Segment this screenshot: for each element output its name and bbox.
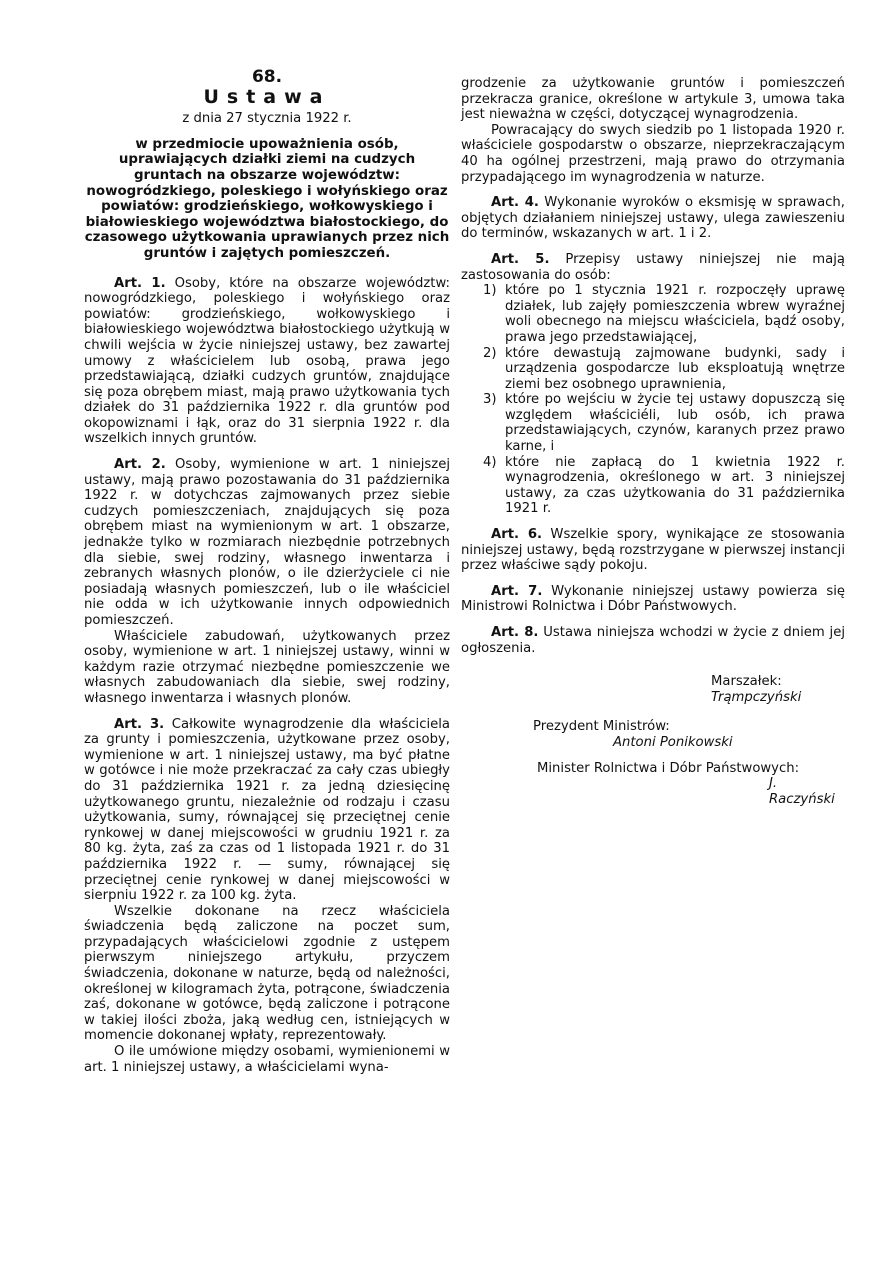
list-item-text: które po 1 stycznia 1921 r. rozpoczęły uprawę działek, lub zajęły pomieszczenia wbrew wyraźnej woli obecnego na miejscu właściciela, bądź osoby, prawa jego przedstawiającej, (505, 283, 845, 345)
list-item-number: 1) (483, 283, 497, 299)
article-2-paragraph-2: Właściciele zabudowań, użytkowanych przez osoby, wymienione w art. 1 niniejszej ustawy, winni w każdym razie otrzymać niezbędne pomieszczenie we własnych zabudowaniach dla siebie, swej rodziny, własnego inwentarza i własnych plonów. (84, 628, 450, 706)
signature-name: Trąmpczyński (711, 689, 802, 705)
list-item (461, 455, 845, 517)
signature-role: Minister Rolnictwa i Dóbr Państwowych: (537, 760, 800, 776)
act-number: 68. (251, 67, 283, 87)
list-item-text: które po wejściu w życie tej ustawy dopuszczą się względem właściciéli, lub osób, ich prawa przedstawiających, czynów, karanych przez prawo karne, i (505, 392, 845, 455)
article-2-label: Art. 2. (114, 457, 166, 473)
list-item-number: 2) (483, 345, 497, 361)
article-2 (84, 457, 450, 629)
signature-minister (461, 761, 845, 808)
article-4-label: Art. 4. (491, 195, 539, 211)
article-4-text: Wykonanie wyroków o eksmisję w sprawach, objętych działaniem niniejszej ustawy, ulega zawieszeniu do terminów, wskazanych w art. 1 i 2. (461, 195, 845, 242)
article-5-text: Przepisy ustawy niniejszej nie mają zastosowania do osób: (461, 251, 845, 283)
article-5-label: Art. 5. (491, 251, 550, 267)
article-4 (461, 195, 845, 242)
list-item-number: 3) (483, 392, 497, 408)
article-3-label: Art. 3. (114, 716, 165, 732)
article-3-text: Całkowite wynagrodzenie dla właściciela za grunty i pomieszczenia, użytkowane przez osoby, wymienione w art. 1 niniejszej ustawy, ma być płatne w gotówce i nie może przekraczać za cały czas ubiegły do 31 października 1921 r. za jedną dziesięcinę użytkowanego gruntu, niezależnie od rodzaju i czasu użytkowania, sumy, równającej się przeciętnej cenie rynkowej w danej miejscowości w grudniu 1921 r. za 80 kg. żyta, zaś za czas od 1 listopada 1921 r. do 31 października 1922 r. — sumy, równającej się przeciętnej cenie rynkowej w danej miejscowości w sierpniu 1922 r. za 100 kg. żyta. (84, 716, 450, 904)
article-1-label: Art. 1. (114, 275, 166, 291)
article-8-label: Art. 8. (491, 625, 539, 640)
article-5-list (461, 283, 845, 517)
list-item (461, 283, 845, 345)
act-subject: w przedmiocie upoważnienia osób, uprawiających działki ziemi na cudzych gruntach na obszarze województw: nowogródzkiego, poleskiego i wołyńskiego oraz powiatów: grodzieńskiego, wołkowyskiego i białowieskiego województwa białostockiego, do czasowego użytkowania uprawianych przez nich gruntów i zajętych pomieszczeń. (84, 136, 450, 261)
article-7-text: Wykonanie niniejszej ustawy powierza się Ministrowi Rolnictwa i Dóbr Państwowych. (461, 583, 845, 615)
article-7-label: Art. 7. (491, 583, 543, 599)
signature-role: Marszałek: (711, 674, 782, 690)
article-2-text: Osoby, wymienione w art. 1 niniejszej ustawy, mają prawo pozostawania do 31 października 1922 r. w dotychczas zajmowanych przez siebie cudzych pomieszczeniach, znajdujących się poza obrębem miast na wymienionym w art. 1 obszarze, jednakże tylko w rozmiarach niezbędnie potrzebnych dla siebie, swej rodziny, własnego inwentarza i zebranych własnych plonów, o ile dzierżyciele ci nie posiadają własnych pomieszczeń, lub o ile właściciel nie odda w ich użytkowanie innych odpowiednich pomieszczeń. (84, 457, 450, 628)
article-6-text: Wszelkie spory, wynikające ze stosowania niniejszej ustawy, będą rozstrzygane w pierwszej instancji przez właściwe sądy pokoju. (461, 527, 846, 574)
signature-name: Antoni Ponikowski (613, 734, 733, 750)
left-column (84, 68, 450, 1075)
article-6 (461, 527, 845, 574)
article-3-paragraph-3: O ile umówione między osobami, wymienionemi w art. 1 niniejszej ustawy, a właścicielami wyna- (84, 1044, 450, 1075)
list-item (461, 392, 845, 454)
article-8-text: Ustawa niniejsza wchodzi w życie z dniem jej ogłoszenia. (461, 625, 845, 656)
act-date: z dnia 27 stycznia 1922 r. (182, 111, 352, 127)
list-item-text: które dewastują zajmowane budynki, sady i urządzenia gospodarcze lub eksploatują wnętrze ziemi bez osobnego uprawnienia, (505, 345, 845, 392)
list-item-number: 4) (483, 454, 497, 470)
right-column (461, 76, 845, 807)
signature-marshal (461, 674, 845, 705)
signature-role: Prezydent Ministrów: (533, 719, 670, 735)
article-3 (84, 717, 450, 904)
article-3-paragraph-4: Powracający do swych siedzib po 1 listopada 1920 r. właściciele gospodarstw o obszarze, nieprzekraczającym 40 ha ogólnej przestrzeni, mają prawo do otrzymania przypadającego im wynagrodzenia w naturze. (461, 122, 845, 185)
article-7 (461, 584, 845, 615)
article-5 (461, 252, 845, 283)
article-3-paragraph-2: Wszelkie dokonane na rzecz właściciela świadczenia będą zaliczone na poczet sum, przypadających właścicielowi zgodnie z ustępem pierwszym niniejszego artykułu, przyczem świadczenia, dokonane w naturze, będą od należności, określonej w kilogramach żyta, potrącone, świadczenia zaś, dokonane w gotówce, będą zaliczone i potrącone w takiej ilości zboża, jaką według cen, istniejących w momencie dokonanej wpłaty, reprezentowały. (84, 903, 450, 1044)
signature-prime-minister (461, 719, 845, 750)
article-8 (461, 625, 845, 656)
article-1 (84, 276, 450, 448)
signatures (461, 674, 845, 807)
article-3-continuation: grodzenie za użytkowanie gruntów i pomieszczeń przekracza granice, określone w artykule 3, umowa taka jest nieważna w części, dotyczącej wynagrodzenia. (461, 76, 845, 123)
article-1-text: Osoby, które na obszarze województw: nowogródzkiego, poleskiego i wołyńskiego oraz powiatów: grodzieńskiego, wołkowyskiego i białowieskiego województwa białostockiego użytkują w chwili wejścia w życie niniejszej ustawy, bez zawartej umowy z właścicielem lub osobą, prawa jego przedstawiającą, działki cudzych gruntów, znajdujące się poza obrębem miast, mają prawo użytkowania tych działek do 31 października 1922 r. dla gruntów pod okopowiznami i łąk, oraz do 31 sierpnia 1922 r. dla wszelkich innych gruntów. (84, 275, 450, 447)
article-6-label: Art. 6. (491, 527, 543, 543)
signature-name: J. Raczyński (769, 776, 835, 807)
act-title: Ustawa (203, 85, 331, 108)
list-item-text: które nie zapłacą do 1 kwietnia 1922 r. wynagrodzenia, określonego w art. 3 niniejszej ustawy, za czas użytkowania do 31 października 1921 r. (505, 454, 845, 517)
list-item (461, 346, 845, 393)
